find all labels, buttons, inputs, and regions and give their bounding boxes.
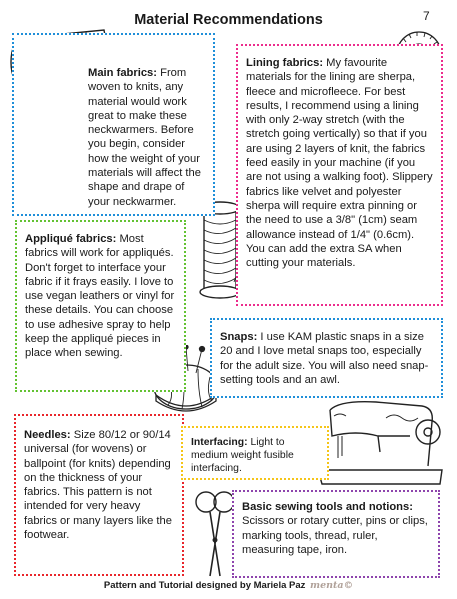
basic-tools-box xyxy=(232,490,440,578)
interfacing-heading: Interfacing: xyxy=(191,437,248,448)
sewing-machine-icon xyxy=(316,396,446,488)
applique-fabrics-heading: Appliqué fabrics: xyxy=(25,233,117,245)
applique-fabrics-box xyxy=(15,220,186,392)
snaps-heading: Snaps: xyxy=(220,331,258,343)
main-fabrics-box xyxy=(12,33,215,216)
applique-fabrics-text: Most fabrics will work for appliqués. Don't forget to interface your fabric if it frays easily. I love to use vegan leathers or vinyl for these details. You can choose to use adhesive spray to help keep the appliqué pieces in place when sewing. xyxy=(25,233,175,360)
footer-credit-text: Pattern and Tutorial designed by Mariela Paz xyxy=(103,580,306,591)
main-fabrics-text: From woven to knits, any material would work great to make these neckwarmers. Before you begin, consider how the weight of your materials will affect the shape and drape of your neckwarmer. xyxy=(88,67,201,208)
page-number: 7 xyxy=(423,9,430,23)
footer-credit xyxy=(0,580,457,591)
basic-tools-text: Scissors or rotary cutter, pins or clips, marking tools, thread, ruler, measuring tape, iron. xyxy=(242,515,428,556)
interfacing-text: Light to medium weight fusible interfacing. xyxy=(191,437,294,474)
main-fabrics-heading: Main fabrics: xyxy=(88,67,158,79)
lining-fabrics-box xyxy=(236,44,443,306)
needles-heading: Needles: xyxy=(24,429,71,441)
lining-fabrics-heading: Lining fabrics: xyxy=(246,57,324,69)
needles-text: Size 80/12 or 90/14 universal (for wovens) or ballpoint (for knits) depending on the thickness of your fabrics. This pattern is not intended for very heavy fabrics or many layers like the footwear. xyxy=(24,429,172,542)
interfacing-box xyxy=(181,426,329,480)
snaps-box xyxy=(210,318,443,398)
snaps-text: I use KAM plastic snaps in a size 20 and I love metal snaps too, especially for the adult size. You will also need snap-setting tools and an awl. xyxy=(220,331,429,386)
lining-fabrics-text: My favourite materials for the lining are sherpa, fleece and microfleece. For best results, I recommend using a lining with only 2-way stretch (with the stretch going vertically) so that if you are using 2 layers of knit, the fabrics feed easily in your machine (if you are not using a walking foot). Slippery fabrics like velvet and polyester sherpa will require extra pinning or the need to use a 3/8" (1cm) seam allowance instead of 1/4" (0.6cm). You can add the extra SA when cutting your materials. xyxy=(246,57,433,270)
basic-tools-heading: Basic sewing tools and notions: xyxy=(242,501,413,513)
needles-box xyxy=(14,414,184,576)
brand-logo: menta© xyxy=(310,580,354,591)
page-title: Material Recommendations xyxy=(134,12,323,28)
